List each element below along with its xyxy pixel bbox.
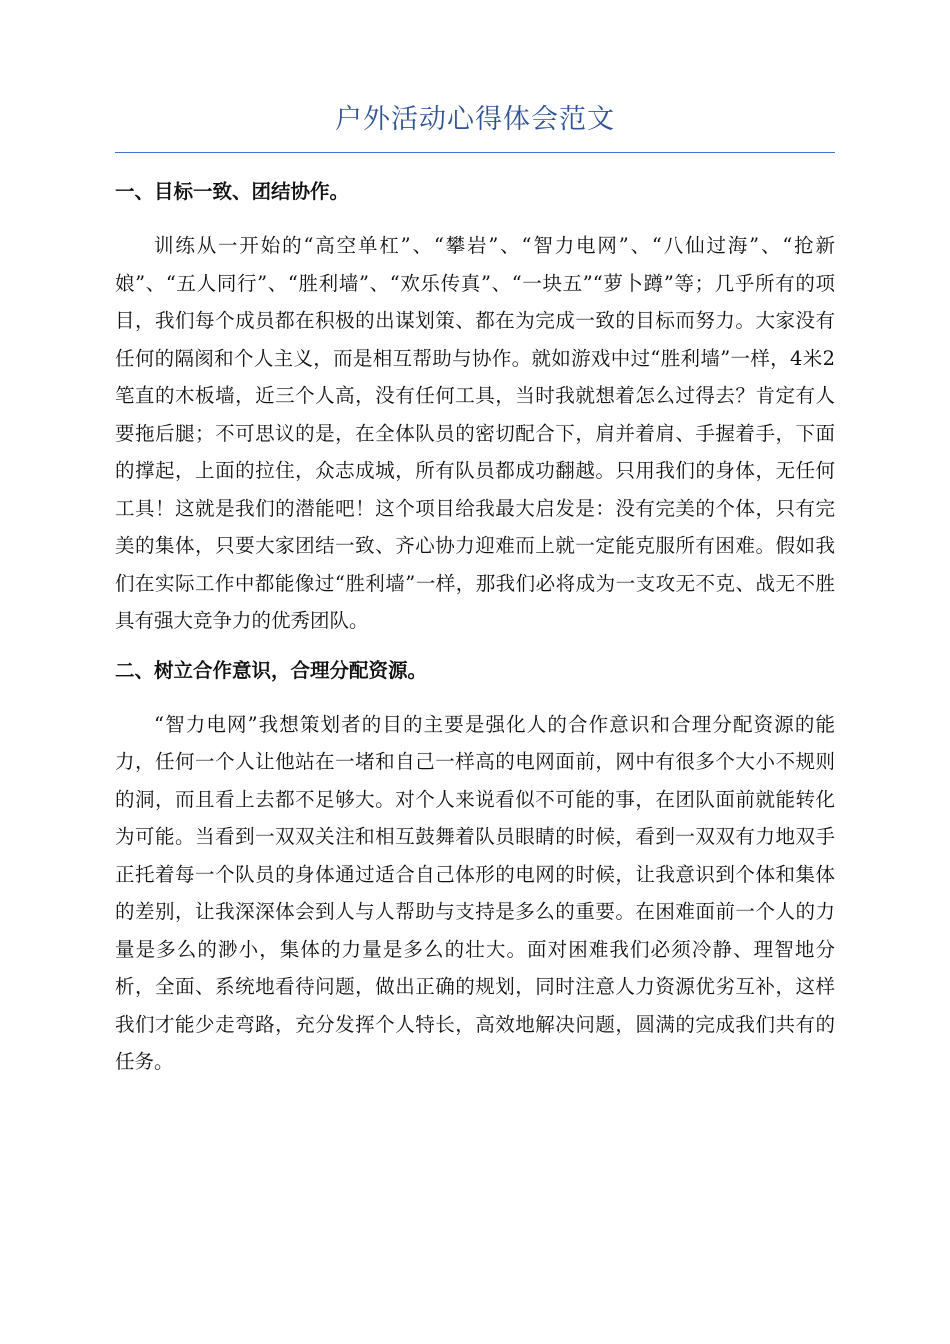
section-heading: 二、树立合作意识，合理分配资源。 xyxy=(115,658,428,682)
title-underline xyxy=(115,152,835,153)
section-heading: 一、目标一致、团结协作。 xyxy=(115,180,350,203)
section-paragraph: 训练从一开始的“高空单杠”、“攀岩”、“智力电网”、“八仙过海”、“抢新娘”、“五人同行”、“胜利墙”、“欢乐传真”、“一块五”“萝卜蹲”等；几乎所有的项目，我们每个成员都在积极的出谋划策、都在为完成一致的目标而努力。大家没有任何的隔阂和个人主义，而是相互帮助与协作。就如游戏中过“胜利墙”一样，4米2笔直的木板墙，近三个人高，没有任何工具，当时我就想着怎么过得去？肯定有人要拖后腿；不可思议的是，在全体队员的密切配合下，肩并着肩、手握着手，下面的撑起，上面的拉住，众志成城，所有队员都成功翻越。只用我们的身体，无任何工具！这就是我们的潜能吧！这个项目给我最大启发是：没有完美的个体，只有完美的集体，只要大家团结一致、齐心协力迎难而上就一定能克服所有困难。假如我们在实际工作中都能像过“胜利墙”一样，那我们必将成为一支攻无不克、战无不胜具有强大竞争力的优秀团队。 xyxy=(115,234,835,632)
document-title: 户外活动心得体会范文 xyxy=(335,104,615,135)
section-paragraph: “智力电网”我想策划者的目的主要是强化人的合作意识和合理分配资源的能力，任何一个人让他站在一堵和自己一样高的电网面前，网中有很多个大小不规则的洞，而且看上去都不足够大。对个人来说看似不可能的事，在团队面前就能转化为可能。当看到一双双关注和相互鼓舞着队员眼睛的时候，看到一双双有力地双手正托着每一个队员的身体通过适合自己体形的电网的时候，让我意识到个体和集体的差别，让我深深体会到人与人帮助与支持是多么的重要。在困难面前一个人的力量是多么的渺小，集体的力量是多么的壮大。面对困难我们必须冷静、理智地分析，全面、系统地看待问题，做出正确的规划，同时注意人力资源优劣互补，这样我们才能少走弯路，充分发挥个人特长，高效地解决问题，圆满的完成我们共有的任务。 xyxy=(115,712,835,1073)
section-1 xyxy=(115,177,835,640)
document-page xyxy=(115,100,835,1097)
section-2 xyxy=(115,656,835,1081)
